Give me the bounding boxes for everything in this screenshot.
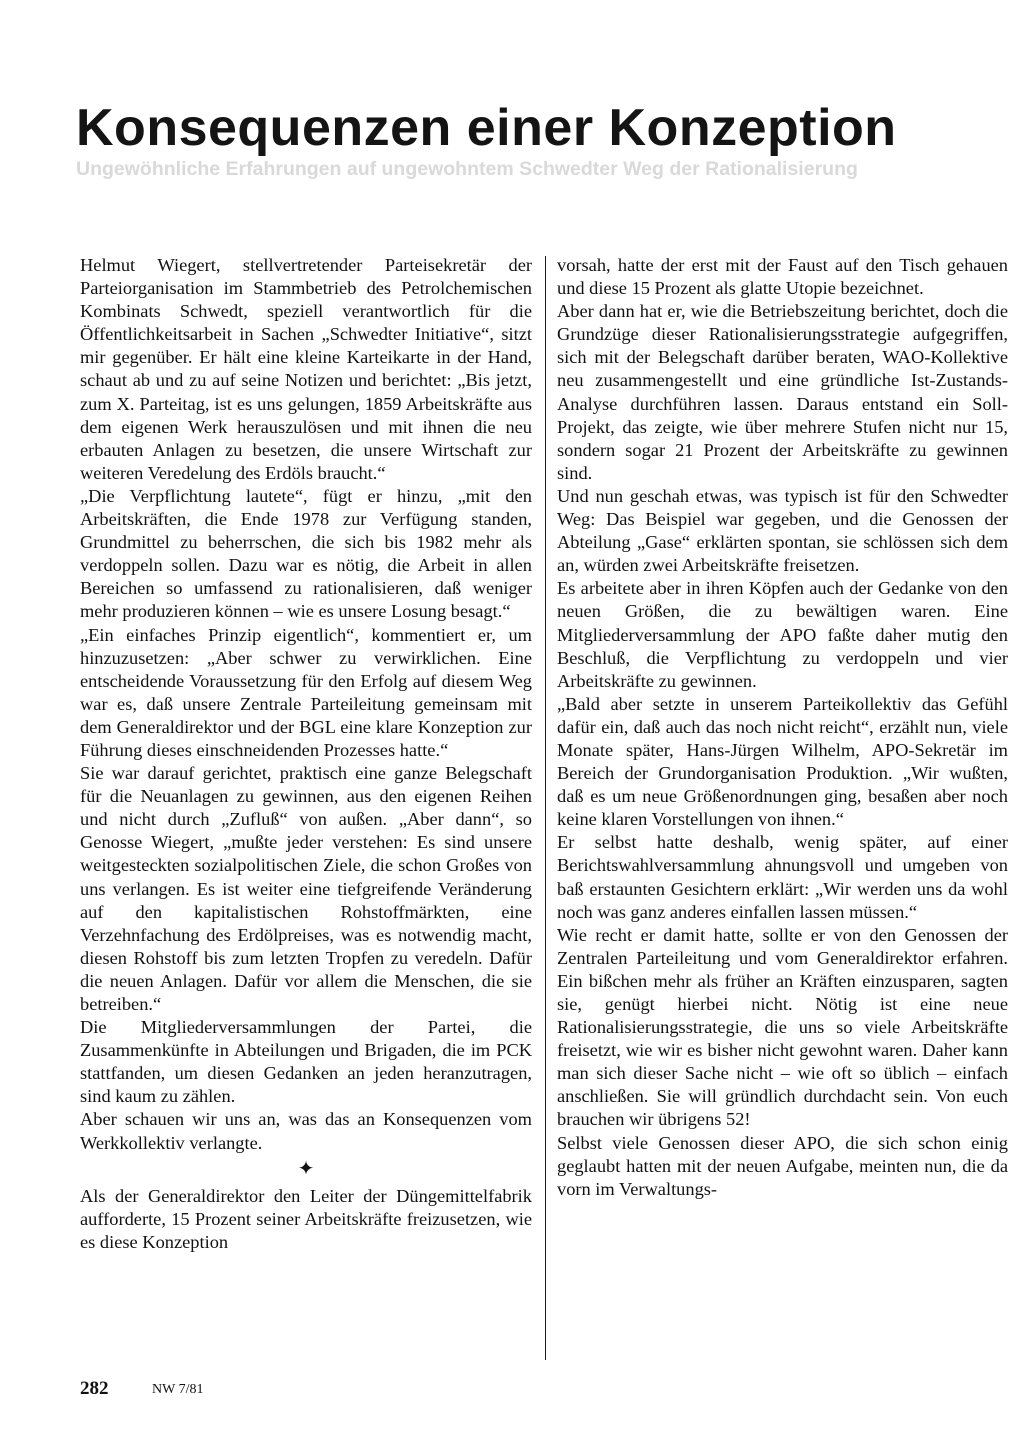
paragraph: Helmut Wiegert, stellvertretender Parteisekretär der Parteiorganisation im Stammbetrieb des Petrolchemischen Kombinats Schwedt, speziell verantwortlich für die Öffentlichkeitsarbeit in Sachen „Schwedter Initiative“, sitzt mir gegenüber. Er hält eine kleine Karteikarte in der Hand, schaut ab und zu auf seine Notizen und berichtet: „Bis jetzt, zum X. Parteitag, ist es uns gelungen, 1859 Arbeitskräfte aus dem eigenen Werk herauszulösen und mit ihnen die neu erbauten Anlagen zu besetzen, die unsere Wirtschaft zur weiteren Veredelung des Erdöls braucht.“ (80, 255, 532, 483)
paragraph: Und nun geschah etwas, was typisch ist für den Schwedter Weg: Das Beispiel war gegeben, und die Genossen der Abteilung „Gase“ erklärten spontan, sie schlössen sich dem an, würden zwei Arbeitskräfte freisetzen. (557, 485, 1008, 576)
right-column (557, 254, 1008, 1201)
paragraph: vorsah, hatte der erst mit der Faust auf den Tisch gehauen und diese 15 Prozent als glatte Utopie bezeichnet. (557, 255, 1008, 299)
paragraph: Die Mitgliederversammlungen der Partei, die Zusammenkünfte in Abteilungen und Brigaden, die im PCK stattfanden, um diesen Gedanken an jeden heranzutragen, sind kaum zu zählen. (80, 1017, 532, 1107)
page-number: 282 (80, 1378, 109, 1399)
paragraph: Er selbst hatte deshalb, wenig später, auf einer Berichtswahlversammlung ahnungsvoll und umgeben von baß erstaunten Gesichtern erklärt: „Wir werden uns da wohl noch was ganz anderes einfallen lassen müssen.“ (557, 832, 1008, 922)
issue-label: NW 7/81 (152, 1382, 204, 1397)
section-separator-icon: ✦ (297, 1157, 315, 1180)
paragraph: Sie war darauf gerichtet, praktisch eine ganze Belegschaft für die Neuanlagen zu gewinnen, aus den eigenen Reihen und nicht durch „Zufluß“ von außen. „Aber dann“, so Genosse Wiegert, „mußte jeder verstehen: Es sind unsere weitgesteckten sozialpolitischen Ziele, die schon Großes von uns verlangen. Es ist weiter eine tiefgreifende Veränderung auf den kapitalistischen Rohstoffmärkten, eine Verzehnfachung des Erdölpreises, was es notwendig macht, diesen Rohstoff bis zum letzten Tropfen zu veredeln. Dafür die neuen Anlagen. Dafür vor allem die Menschen, die sie betreiben.“ (80, 763, 532, 1014)
paragraph: Es arbeitete aber in ihren Köpfen auch der Gedanke von den neuen Größen, die zu bewältigen waren. Eine Mitgliederversammlung der APO faßte daher mutig den Beschluß, die Verpflichtung zu verdoppeln und vier Arbeitskräfte zu gewinnen. (557, 578, 1008, 691)
article-title: Konsequenzen einer Konzeption (76, 98, 897, 157)
paragraph: Als der Generaldirektor den Leiter der Düngemittelfabrik aufforderte, 15 Prozent seiner Arbeitskräfte freizusetzen, wie es diese Konzeption (80, 1185, 532, 1252)
paragraph: Aber schauen wir uns an, was das an Konsequenzen vom Werkkollektiv verlangte. (80, 1109, 532, 1153)
paragraph: Aber dann hat er, wie die Betriebszeitung berichtet, doch die Grundzüge dieser Rationalisierungsstrategie aufgegriffen, sich mit der Belegschaft darüber beraten, WAO-Kollektive neu zusammengestellt und eine gründliche Ist-Zustands-Analyse durchführen lassen. Daraus entstand ein Soll-Projekt, das zeigte, wie über mehrere Stufen nicht nur 15, sondern sogar 21 Prozent der Arbeitskräfte zu gewinnen sind. (557, 301, 1008, 483)
paragraph: „Bald aber setzte in unserem Parteikollektiv das Gefühl dafür ein, daß auch das noch nicht reicht“, erzählt nun, viele Monate später, Hans-Jürgen Wilhelm, APO-Sekretär im Bereich der Grundorganisation Produktion. „Wir wußten, daß es um neue Größenordnungen ging, besaßen aber noch keine klaren Vorstellungen von ihnen.“ (557, 693, 1008, 830)
paragraph: Wie recht er damit hatte, sollte er von den Genossen der Zentralen Parteileitung und vom Generaldirektor erfahren. Ein bißchen mehr als früher an Kräften einzusparen, sagten sie, genügt hierbei nicht. Nötig ist eine neue Rationalisierungsstrategie, die uns so viele Arbeitskräfte freisetzt, wie wir es bisher nicht gewohnt waren. Daher kann man sich dieser Sache nicht – wie oft so üblich – einfach anschließen. Sie will gründlich durchdacht sein. Von euch brauchen wir übrigens 52! (557, 924, 1008, 1130)
paragraph: „Die Verpflichtung lautete“, fügt er hinzu, „mit den Arbeitskräften, die Ende 1978 zur Verfügung standen, Grundmittel zu beherrschen, die sich bis 1982 mehr als verdoppeln sollen. Dazu war es nötig, die Arbeit in allen Bereichen so umfassend zu rationalisieren, daß weniger mehr produzieren können – wie es unsere Losung besagt.“ (80, 485, 532, 622)
column-divider (545, 256, 546, 1360)
article-subtitle: Ungewöhnliche Erfahrungen auf ungewohntem Schwedter Weg der Rationalisierung (76, 158, 858, 180)
paragraph: Selbst viele Genossen dieser APO, die sich schon einig geglaubt hatten mit der neuen Aufgabe, meinten nun, die da vorn im Verwaltungs- (557, 1132, 1008, 1199)
left-column (80, 254, 532, 1254)
paragraph: „Ein einfaches Prinzip eigentlich“, kommentiert er, um hinzuzusetzen: „Aber schwer zu verwirklichen. Eine entscheidende Voraussetzung für den Erfolg auf diesem Weg war es, daß unsere Zentrale Parteileitung gemeinsam mit dem Generaldirektor und der BGL eine klare Konzeption zur Führung dieses einschneidenden Prozesses hatte.“ (80, 624, 532, 760)
